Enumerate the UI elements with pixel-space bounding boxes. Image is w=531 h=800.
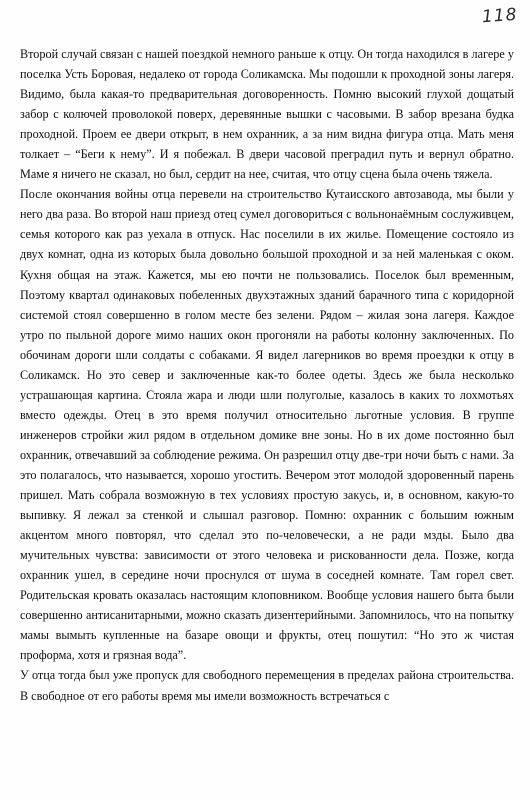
page-number: 118 bbox=[480, 4, 518, 28]
paragraph-first: Второй случай связан с нашей поездкой немного раньше к отцу. Он тогда находился в лагере у поселка Усть Боровая, недалеко от города Соликамска. Мы подошли к проходной зоны лагеря. Видимо, была какая-то предварительная договоренность. Помню высокий глухой дощатый забор с колючей проволокой поверх, деревянные вышки с часовыми. В забор врезана будка проходной. Проем ее двери открыт, в нем охранник, а за ним видна фигура отца. Мать меня толкает – “Беги к нему”. И я побежал. В двери часовой преградил путь и вернул обратно. Маме я ничего не сказал, но был, сердит на нее, считая, что отцу сцена была очень тяжела. bbox=[20, 47, 514, 182]
paragraph-second: После окончания войны отца перевели на строительство Кутаисского автозавода, мы были у него два раза. Во второй наш приезд отец сумел договориться с вольнонаёмным сослуживцем, семья которого как раз уехала в отпуск. Нас поселили в их жилье. Помещение состояло из двух комнат, одна из которых была довольно большой проходной и за ней маленькая с оком. Кухня общая на этаж. Кажется, мы ею почти не пользовались. Поселок был временным, Поэтому квартал одинаковых побеленных двухэтажных зданий барачного типа с коридорной системой стоял совершенно в голом месте без зелени. Рядом – жилая зона лагеря. Каждое утро по пыльной дороге мимо наших окон прогоняли на работы колонну заключенных. По обочинам дороги шли солдаты с собаками. Я видел лагерников во время проездки к отцу в Соликамск. Но это север и заключенные как-то более одеты. Здесь же была несколько устрашающая картина. Стояла жара и люди шли полуголые, казалось в каких то лохмотьях вместо одежды. Отец в это время получил относительно льготные условия. В группе инженеров стройки жил рядом в отдельном домике вне зоны. Но в их доме постоянно был охранник, отвечавший за соблюдение режима. Он разрешил отцу две-три ночи быть с нами. За это полагалось, что называется, хорошо угостить. Вечером этот молодой здоровенный парень пришел. Мать собрала возможную в тех условиях простую закусь, и, в основном, какую-то выпивку. Я лежал за стенкой и слышал разговор. Помню: охранник с большим южным акцентом много повторял, что сделал это по-человечески, а не ради мзды. Было два мучительных чувства: зависимости от этого человека и рискованности дела. Позже, когда охранник ушел, в середине ночи проснулся от шума в соседней комнате. Там горел свет. Родительская кровать оказалась настоящим клоповником. Вообще условия нашего быта были совершенно антисанитарными, можно сказать дизентерийными. Запомнилось, что на попытку мамы вымыть купленные на базаре овощи и фрукты, отец пошутил: “Но это ж чистая проформа, хотя и грязная вода”. bbox=[20, 187, 514, 663]
paragraph-third: У отца тогда был уже пропуск для свободного перемещения в пределах района строительства. В свободное от его работы время мы имели возможность встречаться с bbox=[20, 668, 514, 703]
body-text bbox=[20, 44, 514, 706]
